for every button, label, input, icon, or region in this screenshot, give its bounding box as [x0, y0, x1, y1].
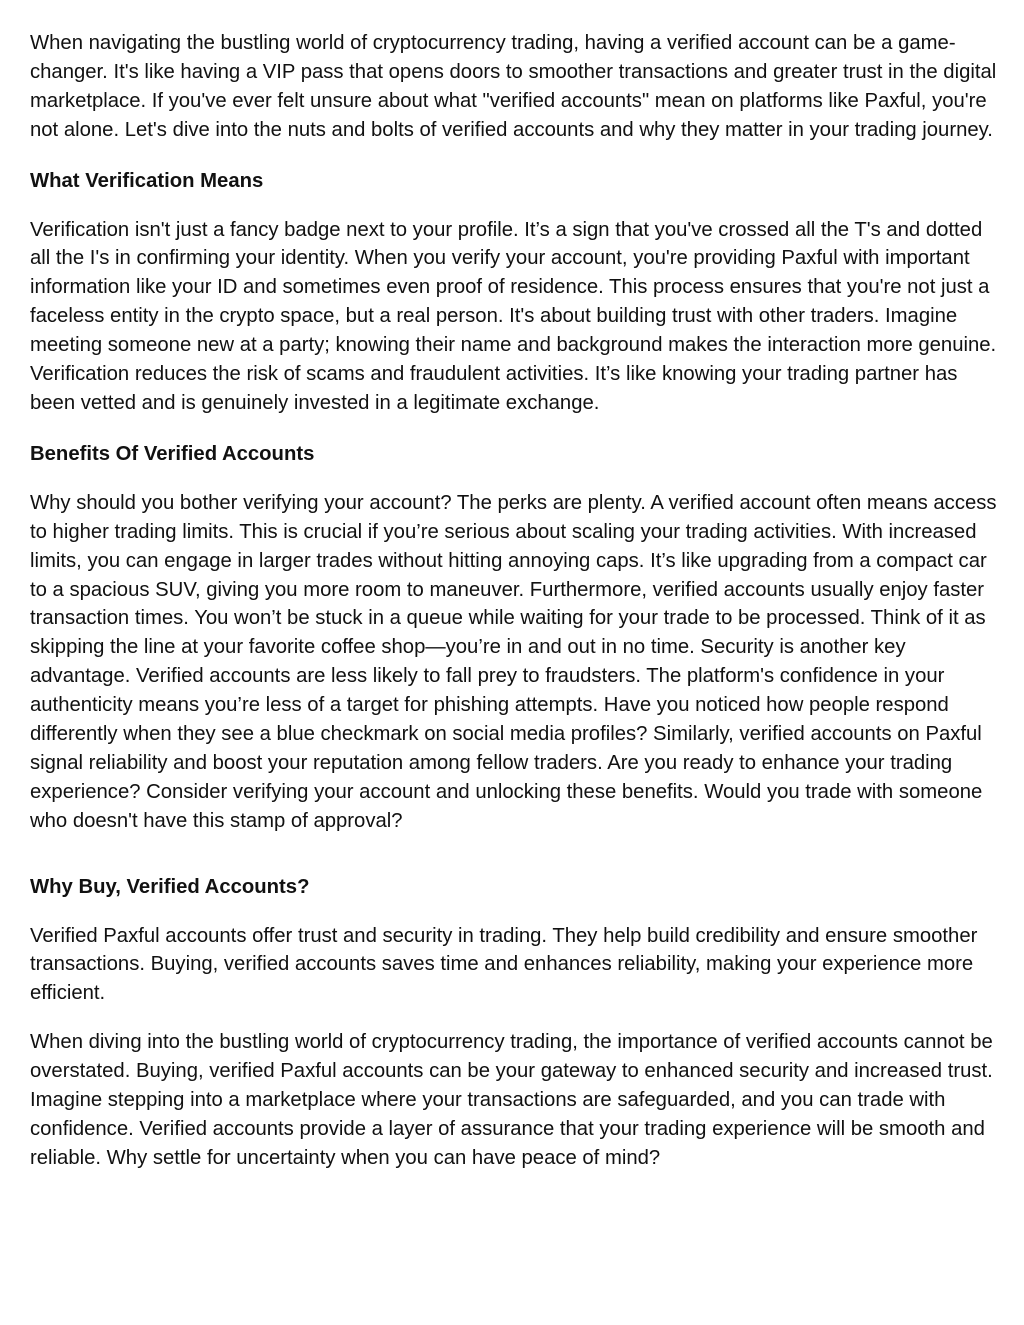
- section-paragraph: Why should you bother verifying your account? The perks are plenty. A verified account often means access to higher trading limits. This is crucial if you’re serious about scaling your trading activities. With increased limits, you can engage in larger trades without hitting annoying caps. It’s like upgrading from a compact car to a spacious SUV, giving you more room to maneuver. Furthermore, verified accounts usually enjoy faster transaction times. You won’t be stuck in a queue while waiting for your trade to be processed. Think of it as skipping the line at your favorite coffee shop—you’re in and out in no time. Security is another key advantage. Verified accounts are less likely to fall prey to fraudsters. The platform's confidence in your authenticity means you’re less of a target for phishing attempts. Have you noticed how people respond differently when they see a blue checkmark on social media profiles? Similarly, verified accounts on Paxful signal reliability and boost your reputation among fellow traders. Are you ready to enhance your trading experience? Consider verifying your account and unlocking these benefits. Would you trade with someone who doesn't have this stamp of approval?: [30, 491, 997, 832]
- section-paragraph: When diving into the bustling world of cryptocurrency trading, the importance of verified accounts cannot be overstated. Buying, verified Paxful accounts can be your gateway to enhanced security and increased trust. Imagine stepping into a marketplace where your transactions are safeguarded, and you can trade with confidence. Verified accounts provide a layer of assurance that your trading experience will be smooth and reliable. Why settle for uncertainty when you can have peace of mind?: [30, 1031, 993, 1169]
- section-heading-benefits: Benefits Of Verified Accounts: [30, 442, 315, 465]
- section-paragraph: Verification isn't just a fancy badge next to your profile. It’s a sign that you've crossed all the T's and dotted all the I's in confirming your identity. When you verify your account, you're providing Paxful with important information like your ID and sometimes even proof of residence. This process ensures that you're not just a faceless entity in the crypto space, but a real person. It's about building trust with other traders. Imagine meeting someone new at a party; knowing their name and background makes the interaction more genuine. Verification reduces the risk of scams and fraudulent activities. It’s like knowing your trading partner has been vetted and is genuinely invested in a legitimate exchange.: [30, 218, 997, 414]
- section-paragraph: Verified Paxful accounts offer trust and security in trading. They help build credibility and ensure smoother transactions. Buying, verified accounts saves time and enhances reliability, making your experience more efficient.: [30, 924, 978, 1005]
- intro-paragraph: When navigating the bustling world of cryptocurrency trading, having a verified account can be a game-changer. It's like having a VIP pass that opens doors to smoother transactions and greater trust in the digital marketplace. If you've ever felt unsure about what "verified accounts" mean on platforms like Paxful, you're not alone. Let's dive into the nuts and bolts of verified accounts and why they matter in your trading journey.: [30, 32, 997, 141]
- section-heading-what-verification-means: What Verification Means: [30, 169, 264, 192]
- section-heading-why-buy: Why Buy, Verified Accounts?: [30, 875, 310, 898]
